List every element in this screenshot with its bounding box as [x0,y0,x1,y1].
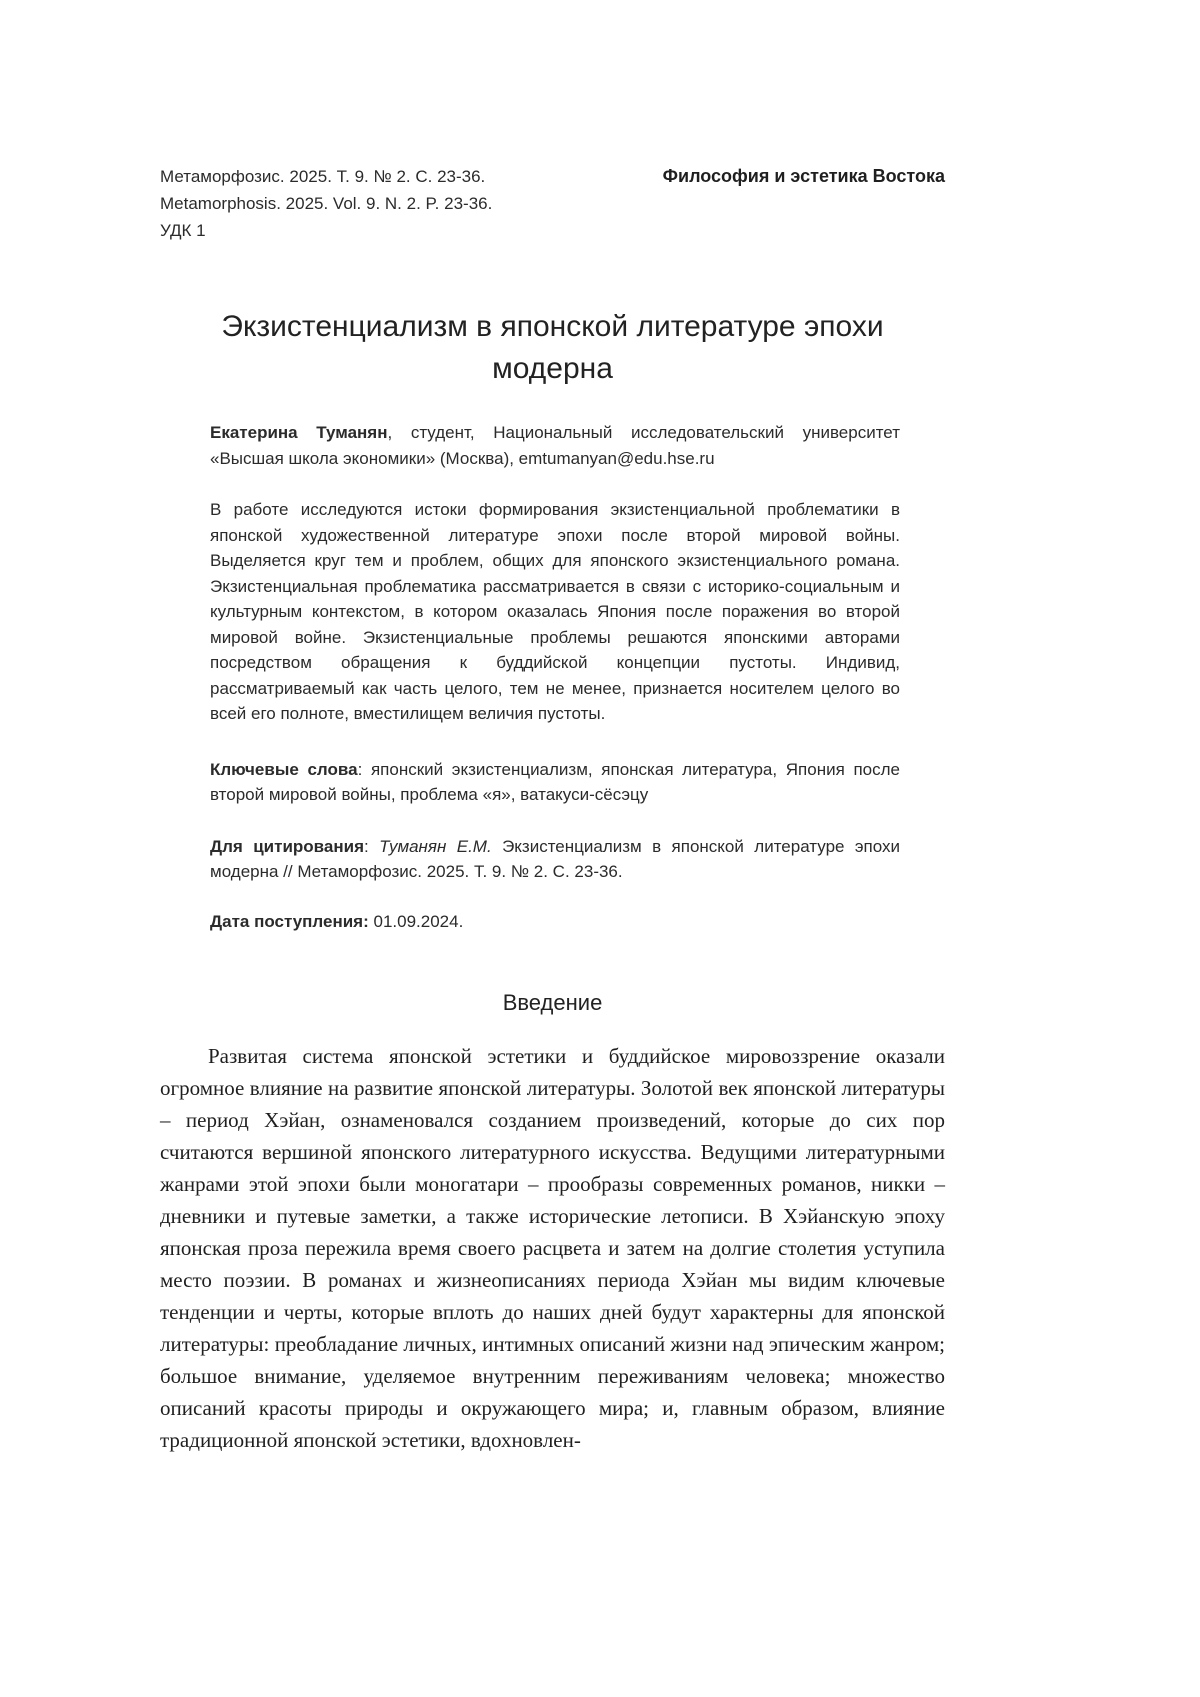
introduction-paragraph: Развитая система японской эстетики и буддийское мировоззрение оказали огромное влияние на развитие японской литературы. Золотой век японской литературы – период Хэйан, ознаменовался созданием произведений, которые до сих пор считаются вершиной японского литературного искусства. Ведущими литературными жанрами этой эпохи были моногатари – прообразы современных романов, никки – дневники и путевые заметки, а также исторические летописи. В Хэйанскую эпоху японская проза пережила время своего расцвета и затем на долгие столетия уступила место поэзии. В романах и жизнеописаниях периода Хэйан мы видим ключевые тенденции и черты, которые вплоть до наших дней будут характерны для японской литературы: преобладание личных, интимных описаний жизни над эпическим жанром; большое внимание, уделяемое внутренним переживаниям человека; множество описаний красоты природы и окружающего мира; и, главным образом, влияние традиционной японской эстетики, вдохновлен- [160,1044,945,1452]
rubric-label: Философия и эстетика Востока [662,166,945,186]
received-label: Дата поступления: [210,911,369,931]
journal-meta-line-ru: Метаморфозис. 2025. Т. 9. № 2. С. 23-36. [160,167,486,186]
article-title: Экзистенциализм в японской литературе эпохи модерна [221,310,884,385]
citation-text: Экзистенциализм в японской литературе эпохи модерна // Метаморфозис. 2025. Т. 9. № 2. С. 23-36. [210,836,901,881]
citation-author: Туманян Е.М. [379,836,492,856]
citation-separator: : [364,836,380,856]
citation-line [210,834,900,885]
keywords-list: : японский экзистенциализм, японская литература, Япония после второй мировой войны, проблема «я», ватакуси-сёсэцу [210,759,900,804]
journal-meta [160,163,492,244]
author-affiliation: , студент, Национальный исследовательский университет «Высшая школа экономики» (Москва), emtumanyan@edu.hse.ru [210,423,900,468]
citation-label: Для цитирования [210,836,364,856]
received-line [210,909,900,935]
author-line [210,420,900,471]
keywords-label: Ключевые слова [210,759,358,779]
udk-line: УДК 1 [160,221,206,240]
author-name: Екатерина Туманян [210,423,388,442]
page-header [160,163,945,244]
received-date: 01.09.2024. [368,911,464,931]
section-heading-introduction: Введение [502,990,603,1015]
keywords-line [210,757,900,808]
abstract-text: В работе исследуются истоки формирования экзистенциальной проблематики в японской художественной литературе эпохи после второй мировой войны. Выделяется круг тем и проблем, общих для японского экзистенциального романа. Экзистенциальная проблематика рассматривается в связи с историко-социальным и культурным контекстом, в котором оказалась Япония после поражения во второй мировой войне. Экзистенциальные проблемы решаются японскими авторами посредством обращения к буддийской концепции пустоты. Индивид, рассматриваемый как часть целого, тем не менее, признается носителем целого во всей его полноте, вместилищем величия пустоты. [210,500,900,723]
journal-meta-line-en: Metamorphosis. 2025. Vol. 9. N. 2. P. 23-36. [160,194,493,213]
